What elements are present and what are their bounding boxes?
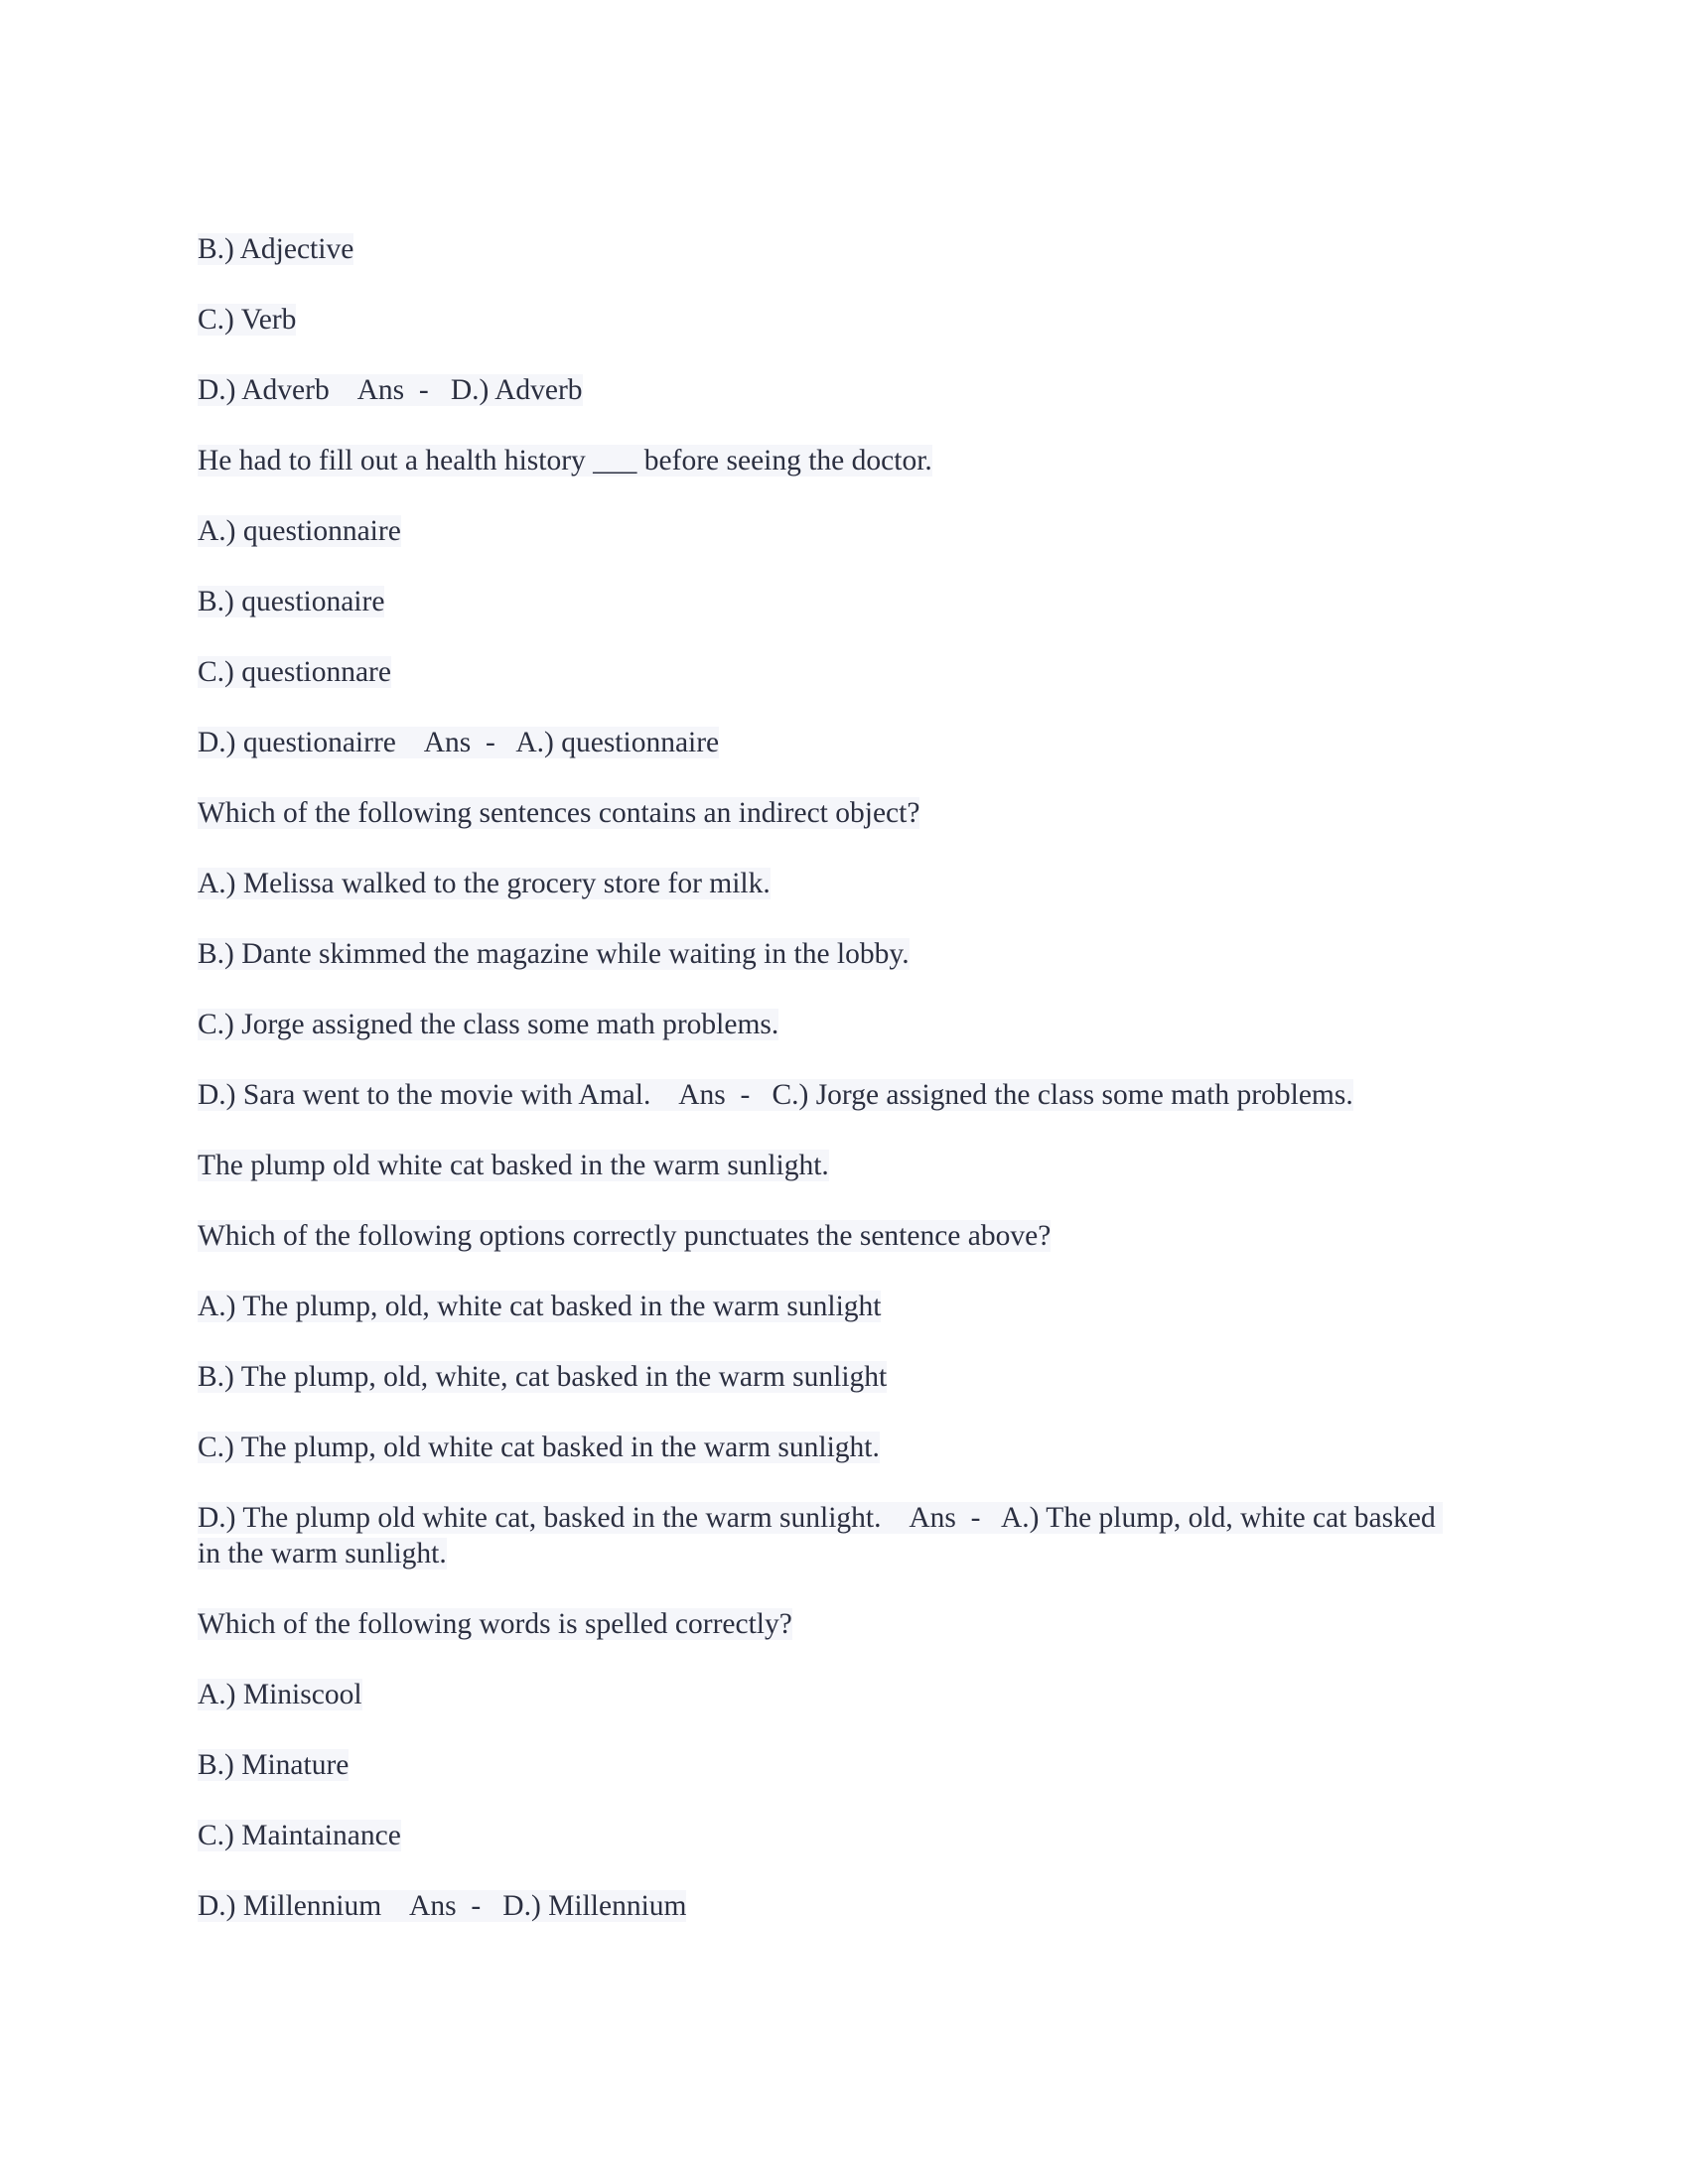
text-line-content: D.) Sara went to the movie with Amal. Ans - C.) Jorge assigned the class some math problems. [198,1079,1353,1111]
text-line-content: B.) Dante skimmed the magazine while waiting in the lobby. [198,938,910,970]
text-line [198,1888,1439,1924]
text-line-content: D.) The plump old white cat, basked in the warm sunlight. Ans - A.) The plump, old, white cat basked in the warm sunlight. [198,1502,1444,1570]
text-line-content: C.) Maintainance [198,1820,401,1851]
text-line [198,372,1439,408]
text-line [198,1077,1439,1113]
text-line-content: Which of the following sentences contains an indirect object? [198,797,920,829]
text-line-content: D.) Millennium Ans - D.) Millennium [198,1890,687,1922]
text-line [198,1606,1439,1642]
text-line-content: C.) questionnare [198,656,391,688]
text-line-content: B.) Minature [198,1749,350,1781]
text-line [198,1677,1439,1712]
text-line-content: B.) Adjective [198,233,354,265]
text-line [198,1500,1444,1571]
text-line [198,1218,1439,1254]
text-line-content: The plump old white cat basked in the warm sunlight. [198,1150,829,1181]
text-line-content: C.) Jorge assigned the class some math problems. [198,1009,779,1040]
text-line-content: He had to fill out a health history ___ before seeing the doctor. [198,445,932,477]
text-line-content: A.) questionnaire [198,515,401,547]
text-line [198,584,1439,619]
text-line [198,1747,1439,1783]
text-line-content: C.) The plump, old white cat basked in the warm sunlight. [198,1432,880,1463]
text-line [198,936,1439,972]
text-line [198,1818,1439,1853]
text-line-content: B.) The plump, old, white, cat basked in the warm sunlight [198,1361,888,1393]
text-line [198,866,1439,901]
text-line [198,654,1439,690]
text-line [198,1148,1439,1183]
text-line-content: B.) questionaire [198,586,385,617]
text-line [198,302,1439,338]
text-line [198,231,1439,267]
text-line [198,725,1439,760]
text-line-content: C.) Verb [198,304,297,336]
text-line [198,1359,1439,1395]
text-line-content: A.) Melissa walked to the grocery store for milk. [198,868,771,899]
text-line [198,1007,1439,1042]
text-line-content: Which of the following options correctly punctuates the sentence above? [198,1220,1052,1252]
text-line [198,1289,1439,1324]
text-line-content: D.) Adverb Ans - D.) Adverb [198,374,583,406]
text-line-content: A.) Miniscool [198,1679,362,1710]
text-line [198,513,1439,549]
text-line-content: A.) The plump, old, white cat basked in the warm sunlight [198,1291,882,1322]
text-line [198,1430,1439,1465]
document-page [198,231,1444,1959]
text-line [198,443,1439,478]
text-line-content: D.) questionairre Ans - A.) questionnaire [198,727,720,758]
text-line [198,795,1439,831]
text-line-content: Which of the following words is spelled correctly? [198,1608,792,1640]
